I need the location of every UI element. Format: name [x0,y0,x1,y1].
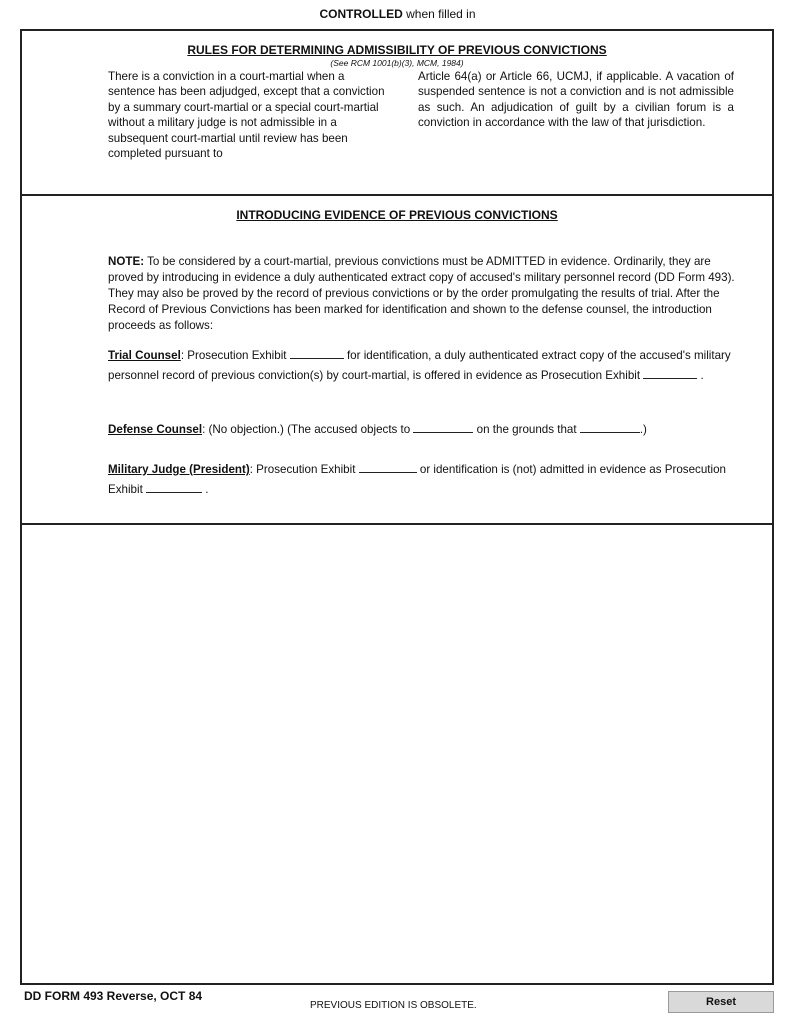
form-identifier: DD FORM 493 Reverse, OCT 84 [24,989,203,1003]
defense-text-2: on the grounds that [473,423,580,436]
previous-edition-note: PREVIOUS EDITION IS OBSOLETE. [310,1000,477,1011]
defense-objects-blank[interactable] [413,420,473,433]
trial-exhibit-blank[interactable] [290,346,344,359]
form-frame [20,29,774,985]
judge-text-2: or identification is (not) admitted in evidence as Prosecution Exhibit [108,463,726,496]
trial-text-1: : Prosecution Exhibit [180,349,290,362]
judge-exhibit-blank[interactable] [359,460,417,473]
trial-text-3: . [697,368,704,382]
military-judge-paragraph [108,460,748,499]
rules-right-column: Article 64(a) or Article 66, UCMJ, if applicable. A vacation of suspended sentence is not a conviction and is not admissible as such. An adjudication of guilt by a civilian forum is a conviction in accordance with the law of that jurisdiction. [418,70,734,130]
judge-prosecution-exhibit-blank[interactable] [146,480,202,493]
note-text: To be considered by a court-martial, previous convictions must be ADMITTED in evidence. Ordinarily, they are proved by introducing in evidence a duly authenticated extract copy of accused's military personnel record (DD Form 493). They may also be proved by the record of previous convictions or by the order promulgating the results of trial. After the Record of Previous Convictions has been marked for identification and shown to the defense counsel, the introduction proceeds as follows: [108,255,735,332]
trial-counsel-paragraph [108,346,748,385]
section-divider-1 [20,194,774,196]
section-divider-2 [20,523,774,525]
evidence-title: INTRODUCING EVIDENCE OF PREVIOUS CONVICTIONS [236,208,558,222]
defense-text-3: .) [639,423,647,436]
controlled-suffix: when filled in [402,7,476,21]
defense-text-1: : (No objection.) (The accused objects to [202,423,414,436]
note-label: NOTE: [108,255,145,268]
reset-button[interactable]: Reset [668,991,774,1013]
trial-prosecution-exhibit-blank[interactable] [643,366,697,379]
controlled-label: CONTROLLED [319,7,403,21]
military-judge-label: Military Judge (President) [108,463,250,476]
note-paragraph [108,254,743,334]
rules-left-column: There is a conviction in a court-martial when a sentence has been adjudged, except that a conviction by a summary court-martial or a special court-martial without a military judge is not admissible in a subsequent court-martial until review has been completed pursuant to [108,70,385,161]
controlled-banner [0,7,795,21]
defense-counsel-paragraph [108,420,748,440]
defense-counsel-label: Defense Counsel [108,423,203,436]
rules-title: RULES FOR DETERMINING ADMISSIBILITY OF PREVIOUS CONVICTIONS [187,43,607,57]
defense-grounds-blank[interactable] [580,420,640,433]
judge-text-3: . [202,482,209,496]
judge-text-1: : Prosecution Exhibit [249,463,359,476]
trial-counsel-label: Trial Counsel [108,349,181,362]
rules-subtitle: (See RCM 1001(b)(3), MCM, 1984) [330,58,464,68]
trial-text-2: for identification, a duly authenticated extract copy of the accused's military personnel record of previous conviction(s) by court-martial, is offered in evidence as Prosecution Exhibit [108,349,731,382]
